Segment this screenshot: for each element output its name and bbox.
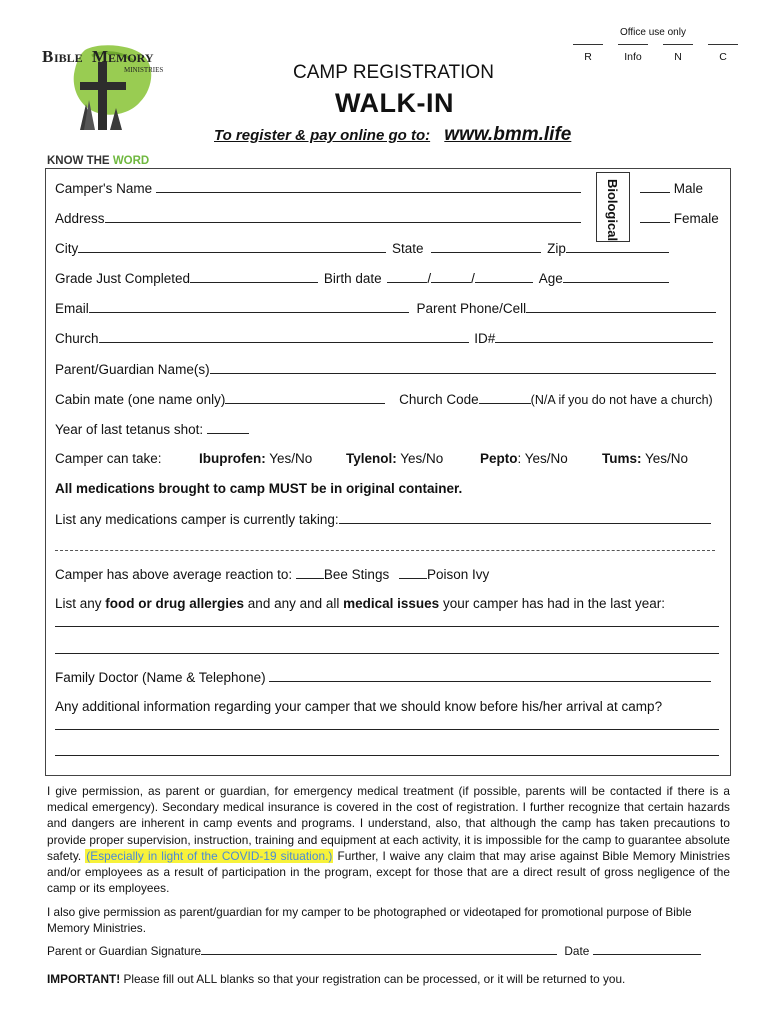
campers-name-row: Camper's Name: [55, 180, 581, 196]
church-code-field[interactable]: [479, 391, 531, 404]
online-url-link[interactable]: www.bmm.life: [444, 124, 572, 145]
grade-field[interactable]: [190, 270, 318, 283]
signature-row: Parent or Guardian Signature Date: [47, 944, 701, 958]
birth-day-field[interactable]: [431, 270, 471, 283]
birth-year-field[interactable]: [475, 270, 533, 283]
form-title: CAMP REGISTRATION: [293, 62, 494, 83]
pepto-option[interactable]: Pepto: Yes/No: [480, 451, 568, 466]
address-row: Address: [55, 210, 581, 226]
male-option: Male: [640, 180, 703, 196]
grade-birth-age-row: Grade Just Completed Birth date / / Age: [55, 270, 669, 286]
id-field[interactable]: [495, 330, 713, 343]
tagline: KNOW THE WORD: [47, 155, 150, 167]
doctor-field[interactable]: [269, 669, 711, 682]
email-field[interactable]: [89, 300, 409, 313]
age-field[interactable]: [563, 270, 669, 283]
cabin-mate-field[interactable]: [225, 391, 385, 404]
state-field[interactable]: [431, 240, 541, 253]
zip-field[interactable]: [566, 240, 669, 253]
cabin-mate-row: Cabin mate (one name only) Church Code (N/A if you do not have a church): [55, 392, 713, 407]
church-code-note: (N/A if you do not have a church): [530, 393, 713, 407]
guardian-field[interactable]: [210, 361, 716, 374]
office-box-c[interactable]: C: [708, 44, 738, 63]
tetanus-row: Year of last tetanus shot:: [55, 421, 249, 437]
important-note: IMPORTANT! Please fill out ALL blanks so that your registration can be processed, or it will be returned to you.: [47, 972, 626, 986]
biological-label-box: [596, 172, 630, 242]
address-field[interactable]: [105, 210, 581, 223]
date-field[interactable]: [593, 944, 701, 955]
additional-info-label: Any additional information regarding your camper that we should know before his/her arrival at camp?: [55, 699, 663, 714]
photo-permission-paragraph: I also give permission as parent/guardian for my camper to be photographed or videotaped for promotional purpose of Bible Memory Ministries.: [47, 905, 692, 936]
office-box-info[interactable]: Info: [618, 44, 648, 63]
meds-list-field-2[interactable]: [55, 540, 715, 551]
svg-text:IBLE: IBLE: [54, 51, 83, 65]
ibuprofen-option[interactable]: Ibuprofen: Yes/No: [199, 451, 313, 466]
reaction-row: Camper has above average reaction to: Bee Stings Poison Ivy: [55, 567, 490, 582]
allergies-field-1[interactable]: [55, 614, 719, 627]
meds-list-field[interactable]: [339, 511, 711, 524]
birth-month-field[interactable]: [387, 270, 427, 283]
campers-name-field[interactable]: [156, 180, 581, 193]
online-text: To register & pay online go to:: [214, 127, 431, 144]
tylenol-option[interactable]: Tylenol: Yes/No: [346, 451, 444, 466]
church-field[interactable]: [99, 330, 469, 343]
parent-phone-field[interactable]: [526, 300, 716, 313]
doctor-row: Family Doctor (Name & Telephone): [55, 669, 711, 685]
svg-text:EMORY: EMORY: [108, 51, 154, 65]
meds-original-container-note: All medications brought to camp MUST be in original container.: [55, 481, 463, 496]
svg-text:M: M: [92, 47, 109, 66]
office-box-r[interactable]: R: [573, 44, 603, 63]
online-registration-line: [214, 124, 571, 146]
office-box-n[interactable]: N: [663, 44, 693, 63]
meds-list-row: List any medications camper is currently taking:: [55, 511, 711, 527]
city-state-zip-row: City State Zip: [55, 240, 669, 256]
additional-info-field-1[interactable]: [55, 717, 719, 730]
church-id-row: Church ID#: [55, 330, 713, 346]
covid-highlight: (Especially in light of the COVID-19 situation.): [86, 848, 333, 863]
signature-field[interactable]: [201, 944, 557, 955]
female-option: Female: [640, 210, 719, 226]
can-take-label: Camper can take:: [55, 451, 162, 466]
male-checkbox[interactable]: [640, 180, 670, 193]
bible-memory-logo: [40, 42, 190, 137]
additional-info-field-2[interactable]: [55, 743, 719, 756]
bee-stings-field[interactable]: [296, 566, 324, 579]
allergies-field-2[interactable]: [55, 641, 719, 654]
tums-option[interactable]: Tums: Yes/No: [602, 451, 689, 466]
email-phone-row: Email Parent Phone/Cell: [55, 300, 716, 316]
form-subtitle: WALK-IN: [335, 88, 454, 118]
poison-ivy-field[interactable]: [399, 566, 427, 579]
city-field[interactable]: [78, 240, 386, 253]
female-checkbox[interactable]: [640, 210, 670, 223]
biological-label: Biological: [605, 178, 620, 242]
legal-permission-paragraph: I give permission, as parent or guardian, for emergency medical treatment (if possible, parents will be contacted if there is a medical emergency). Secondary medical insurance is covered in the cost of registration. I further recognize that certain hazards and dangers are inherent in camp events and programs. I understand, also, that although the camp has taken precautions to provide proper supervision, instruction, training and equipment at each activity, it is impossible for the camp to guarantee absolute safety. (Especially in light of the COVID-19 situation.) Further, I waive any claim that may arise against Bible Memory Ministries and/or employees as a result of participation in the program, except for those that are a direct result of gross negligence of the camp or its employees.: [47, 784, 731, 896]
svg-text:MINISTRIES: MINISTRIES: [124, 66, 164, 74]
guardian-row: Parent/Guardian Name(s): [55, 361, 716, 377]
allergies-label: List any food or drug allergies and any and all medical issues your camper has had in the last year:: [55, 596, 666, 611]
office-use-title: Office use only: [620, 27, 686, 38]
tetanus-field[interactable]: [207, 421, 249, 434]
svg-text:B: B: [42, 47, 54, 66]
